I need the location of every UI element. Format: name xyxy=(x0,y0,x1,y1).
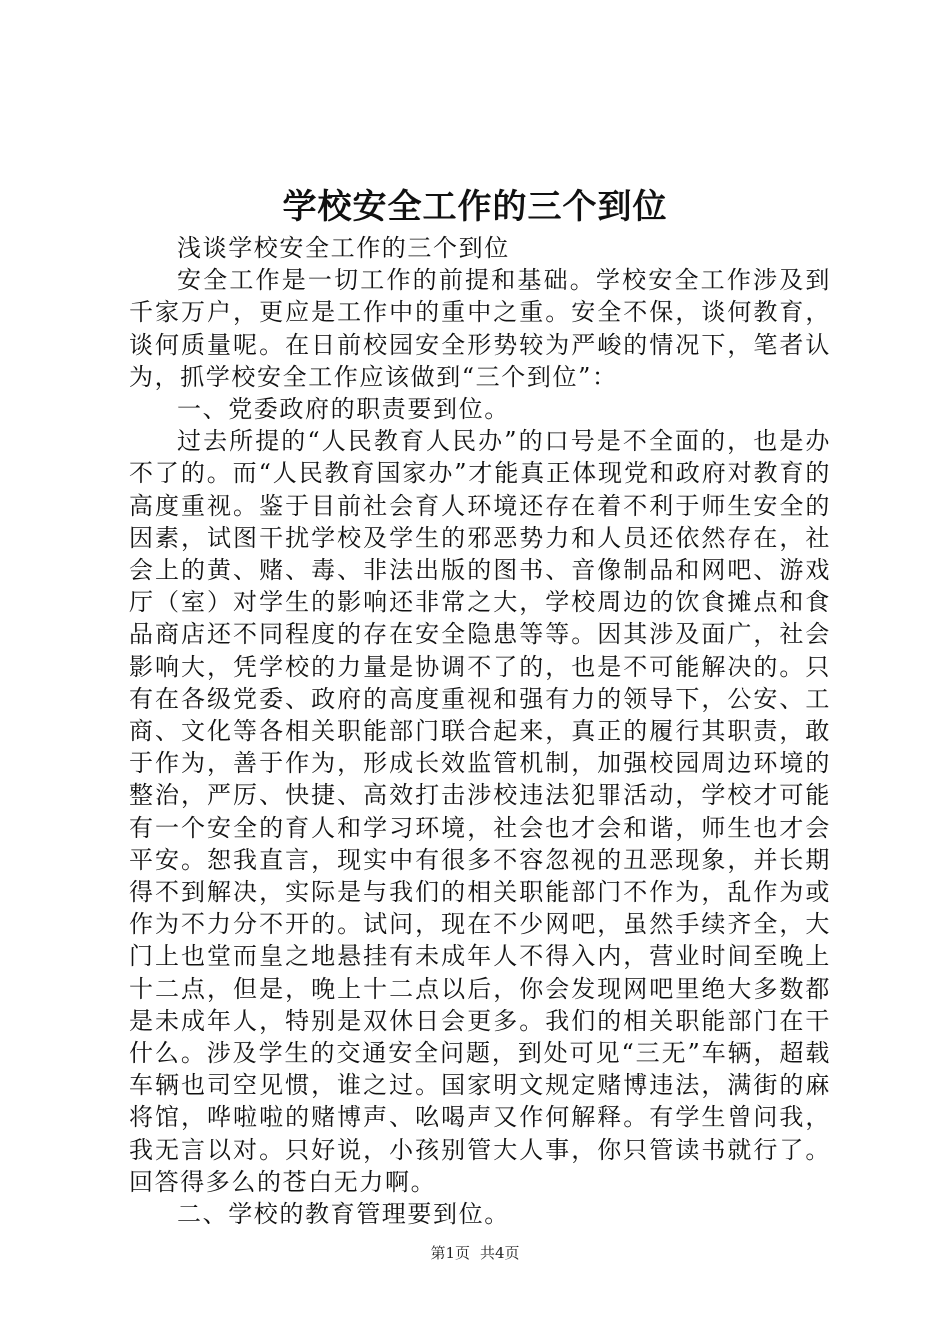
document-title: 学校安全工作的三个到位 xyxy=(282,187,668,227)
section-heading-1: 一、党委政府的职责要到位。 xyxy=(177,395,510,424)
document-body xyxy=(129,232,831,1230)
subtitle-paragraph: 浅谈学校安全工作的三个到位 xyxy=(177,234,510,262)
section-heading-2: 二、学校的教育管理要到位。 xyxy=(177,1200,510,1229)
page-footer xyxy=(0,1243,950,1263)
page-number: 第1页 xyxy=(430,1244,470,1262)
page-total: 共4页 xyxy=(480,1244,520,1262)
intro-paragraph: 安全工作是一切工作的前提和基础。学校安全工作涉及到千家万户，更应是工作中的重中之重。安全不保，谈何教育，谈何质量呢。在日前校园安全形势较为严峻的情况下，笔者认为，抓学校安全工作应该做到“三个到位”： xyxy=(129,266,831,391)
section-1-paragraph: 过去所提的“人民教育人民办”的口号是不全面的，也是办不了的。而“人民教育国家办”才能真正体现党和政府对教育的高度重视。鉴于目前社会育人环境还存在着不利于师生安全的因素，试图干扰学校及学生的邪恶势力和人员还依然存在，社会上的黄、赌、毒、非法出版的图书、音像制品和网吧、游戏厅（室）对学生的影响还非常之大，学校周边的饮食摊点和食品商店还不同程度的存在安全隐患等等。因其涉及面广，社会影响大，凭学校的力量是协调不了的，也是不可能解决的。只有在各级党委、政府的高度重视和强有力的领导下，公安、工商、文化等各相关职能部门联合起来，真正的履行其职责，敢于作为，善于作为，形成长效监管机制，加强校园周边环境的整治，严厉、快捷、高效打击涉校违法犯罪活动，学校才可能有一个安全的育人和学习环境，社会也才会和谐，师生也才会平安。恕我直言，现实中有很多不容忽视的丑恶现象，并长期得不到解决，实际是与我们的相关职能部门不作为，乱作为或作为不力分不开的。试问，现在不少网吧，虽然手续齐全，大门上也堂而皇之地悬挂有未成年人不得入内，营业时间至晚上十二点，但是，晚上十二点以后，你会发现网吧里绝大多数都是未成年人，特别是双休日会更多。我们的相关职能部门在干什么。涉及学生的交通安全问题，到处可见“三无”车辆，超载车辆也司空见惯，谁之过。国家明文规定赌博违法，满街的麻将馆，哗啦啦的赌博声、吆喝声又作何解释。有学生曾问我，我无言以对。只好说，小孩别管大人事，你只管读书就行了。回答得多么的苍白无力啊。 xyxy=(129,427,831,1196)
